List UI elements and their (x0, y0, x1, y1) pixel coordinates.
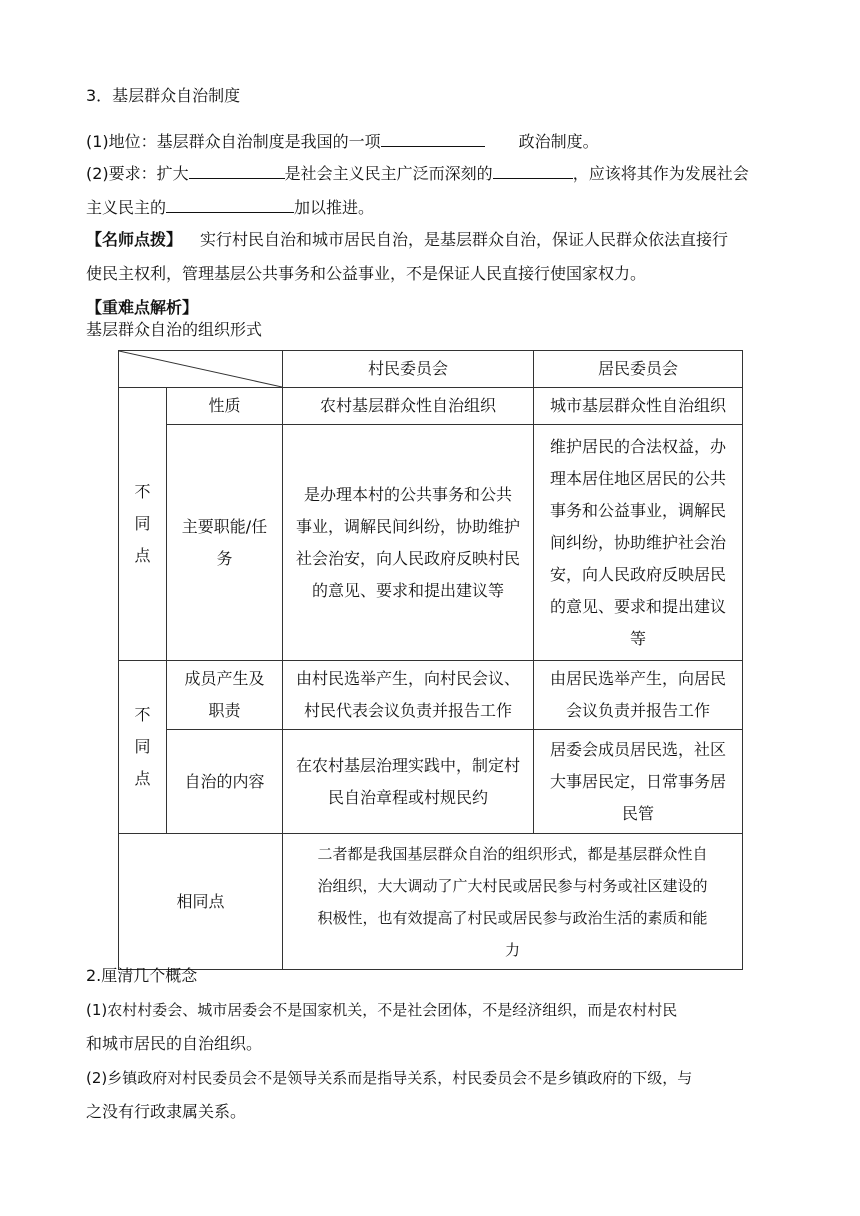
cell-nature-resident: 城市基层群众性自治组织 (534, 388, 743, 425)
concept-1-line-2: 和城市居民的自治组织。 (86, 1034, 263, 1053)
concept-2-line-1: (2)乡镇政府对村民委员会不是领导关系而是指导关系，村民委员会不是乡镇政府的下级，与 (86, 1069, 693, 1087)
table-header-row (119, 351, 743, 388)
cell-common-text: 二者都是我国基层群众自治的组织形式，都是基层群众性自 治组织，大大调动了广大村民或居民参与村务或社区建设的 积极性，也有效提高了村民或居民参与政治生活的素质和能 力 (283, 834, 743, 970)
table-caption: 基层群众自治的组织形式 (86, 320, 263, 339)
tip-text-1: 实行村民自治和城市居民自治，是基层群众自治，保证人民群众依法直接行 (200, 230, 729, 249)
item-2-text-c: ，应该将其作为发展社会 (572, 164, 749, 183)
comparison-table (118, 350, 743, 970)
cell-members-village: 由村民选举产生，向村民会议、 村民代表会议负责并报告工作 (283, 661, 534, 730)
item-2-text-a: (2)要求：扩大 (86, 164, 189, 183)
diagonal-header-cell (119, 351, 283, 388)
table-row-common (119, 834, 743, 970)
row-label-nature: 性质 (167, 388, 283, 425)
table-row-function (119, 425, 743, 661)
col-header-resident: 居民委员会 (534, 351, 743, 388)
tip-line-1 (86, 230, 728, 250)
diagonal-line (119, 351, 282, 387)
item-2-text-d: 主义民主的 (86, 198, 167, 217)
analysis-label: 【重难点解析】 (86, 298, 199, 317)
row-label-content: 自治的内容 (167, 730, 283, 834)
section-heading: 3．基层群众自治制度 (86, 86, 241, 105)
group-label-2: 不 同 点 (119, 661, 167, 834)
group-label-1: 不 同 点 (119, 388, 167, 661)
cell-function-resident: 维护居民的合法权益，办 理本居住地区居民的公共 事务和公益事业，调解民 间纠纷，协助维护社会治 安，向人民政府反映居民 的意见、要求和提出建议 等 (534, 425, 743, 661)
cell-nature-village: 农村基层群众性自治组织 (283, 388, 534, 425)
table-row-members (119, 661, 743, 730)
concept-2-line-2: 之没有行政隶属关系。 (86, 1102, 247, 1121)
item-1-suffix: 政治制度。 (518, 132, 599, 151)
tip-label: 【名师点拨】 (86, 230, 183, 249)
row-label-common: 相同点 (119, 834, 283, 970)
concepts-heading: 2.厘清几个概念 (86, 966, 198, 985)
cell-function-village: 是办理本村的公共事务和公共 事业，调解民间纠纷，协助维护 社会治安，向人民政府反映村民 的意见、要求和提出建议等 (283, 425, 534, 661)
item-1-prefix: (1)地位：基层群众自治制度是我国的一项 (86, 132, 381, 151)
cell-content-resident: 居委会成员居民选，社区 大事居民定，日常事务居 民管 (534, 730, 743, 834)
cell-content-village: 在农村基层治理实践中，制定村 民自治章程或村规民约 (283, 730, 534, 834)
row-label-members: 成员产生及 职责 (167, 661, 283, 730)
item-2-line-2 (86, 196, 374, 218)
blank-field-4[interactable] (166, 196, 294, 213)
cell-members-resident: 由居民选举产生，向居民 会议负责并报告工作 (534, 661, 743, 730)
item-2-text-e: 加以推进。 (294, 198, 375, 217)
blank-field-1[interactable] (381, 130, 485, 147)
table-row-content (119, 730, 743, 834)
blank-field-3[interactable] (493, 162, 573, 179)
tip-line-2: 使民主权利，管理基层公共事务和公益事业，不是保证人民直接行使国家权力。 (86, 264, 647, 283)
row-label-function: 主要职能/任 务 (167, 425, 283, 661)
table-row-nature (119, 388, 743, 425)
col-header-village: 村民委员会 (283, 351, 534, 388)
concept-1-line-1: (1)农村村委会、城市居委会不是国家机关，不是社会团体，不是经济组织，而是农村村民 (86, 1001, 678, 1019)
item-1-line (86, 130, 599, 152)
item-2-line-1 (86, 162, 749, 184)
item-2-text-b: 是社会主义民主广泛而深刻的 (284, 164, 493, 183)
blank-field-2[interactable] (189, 162, 285, 179)
